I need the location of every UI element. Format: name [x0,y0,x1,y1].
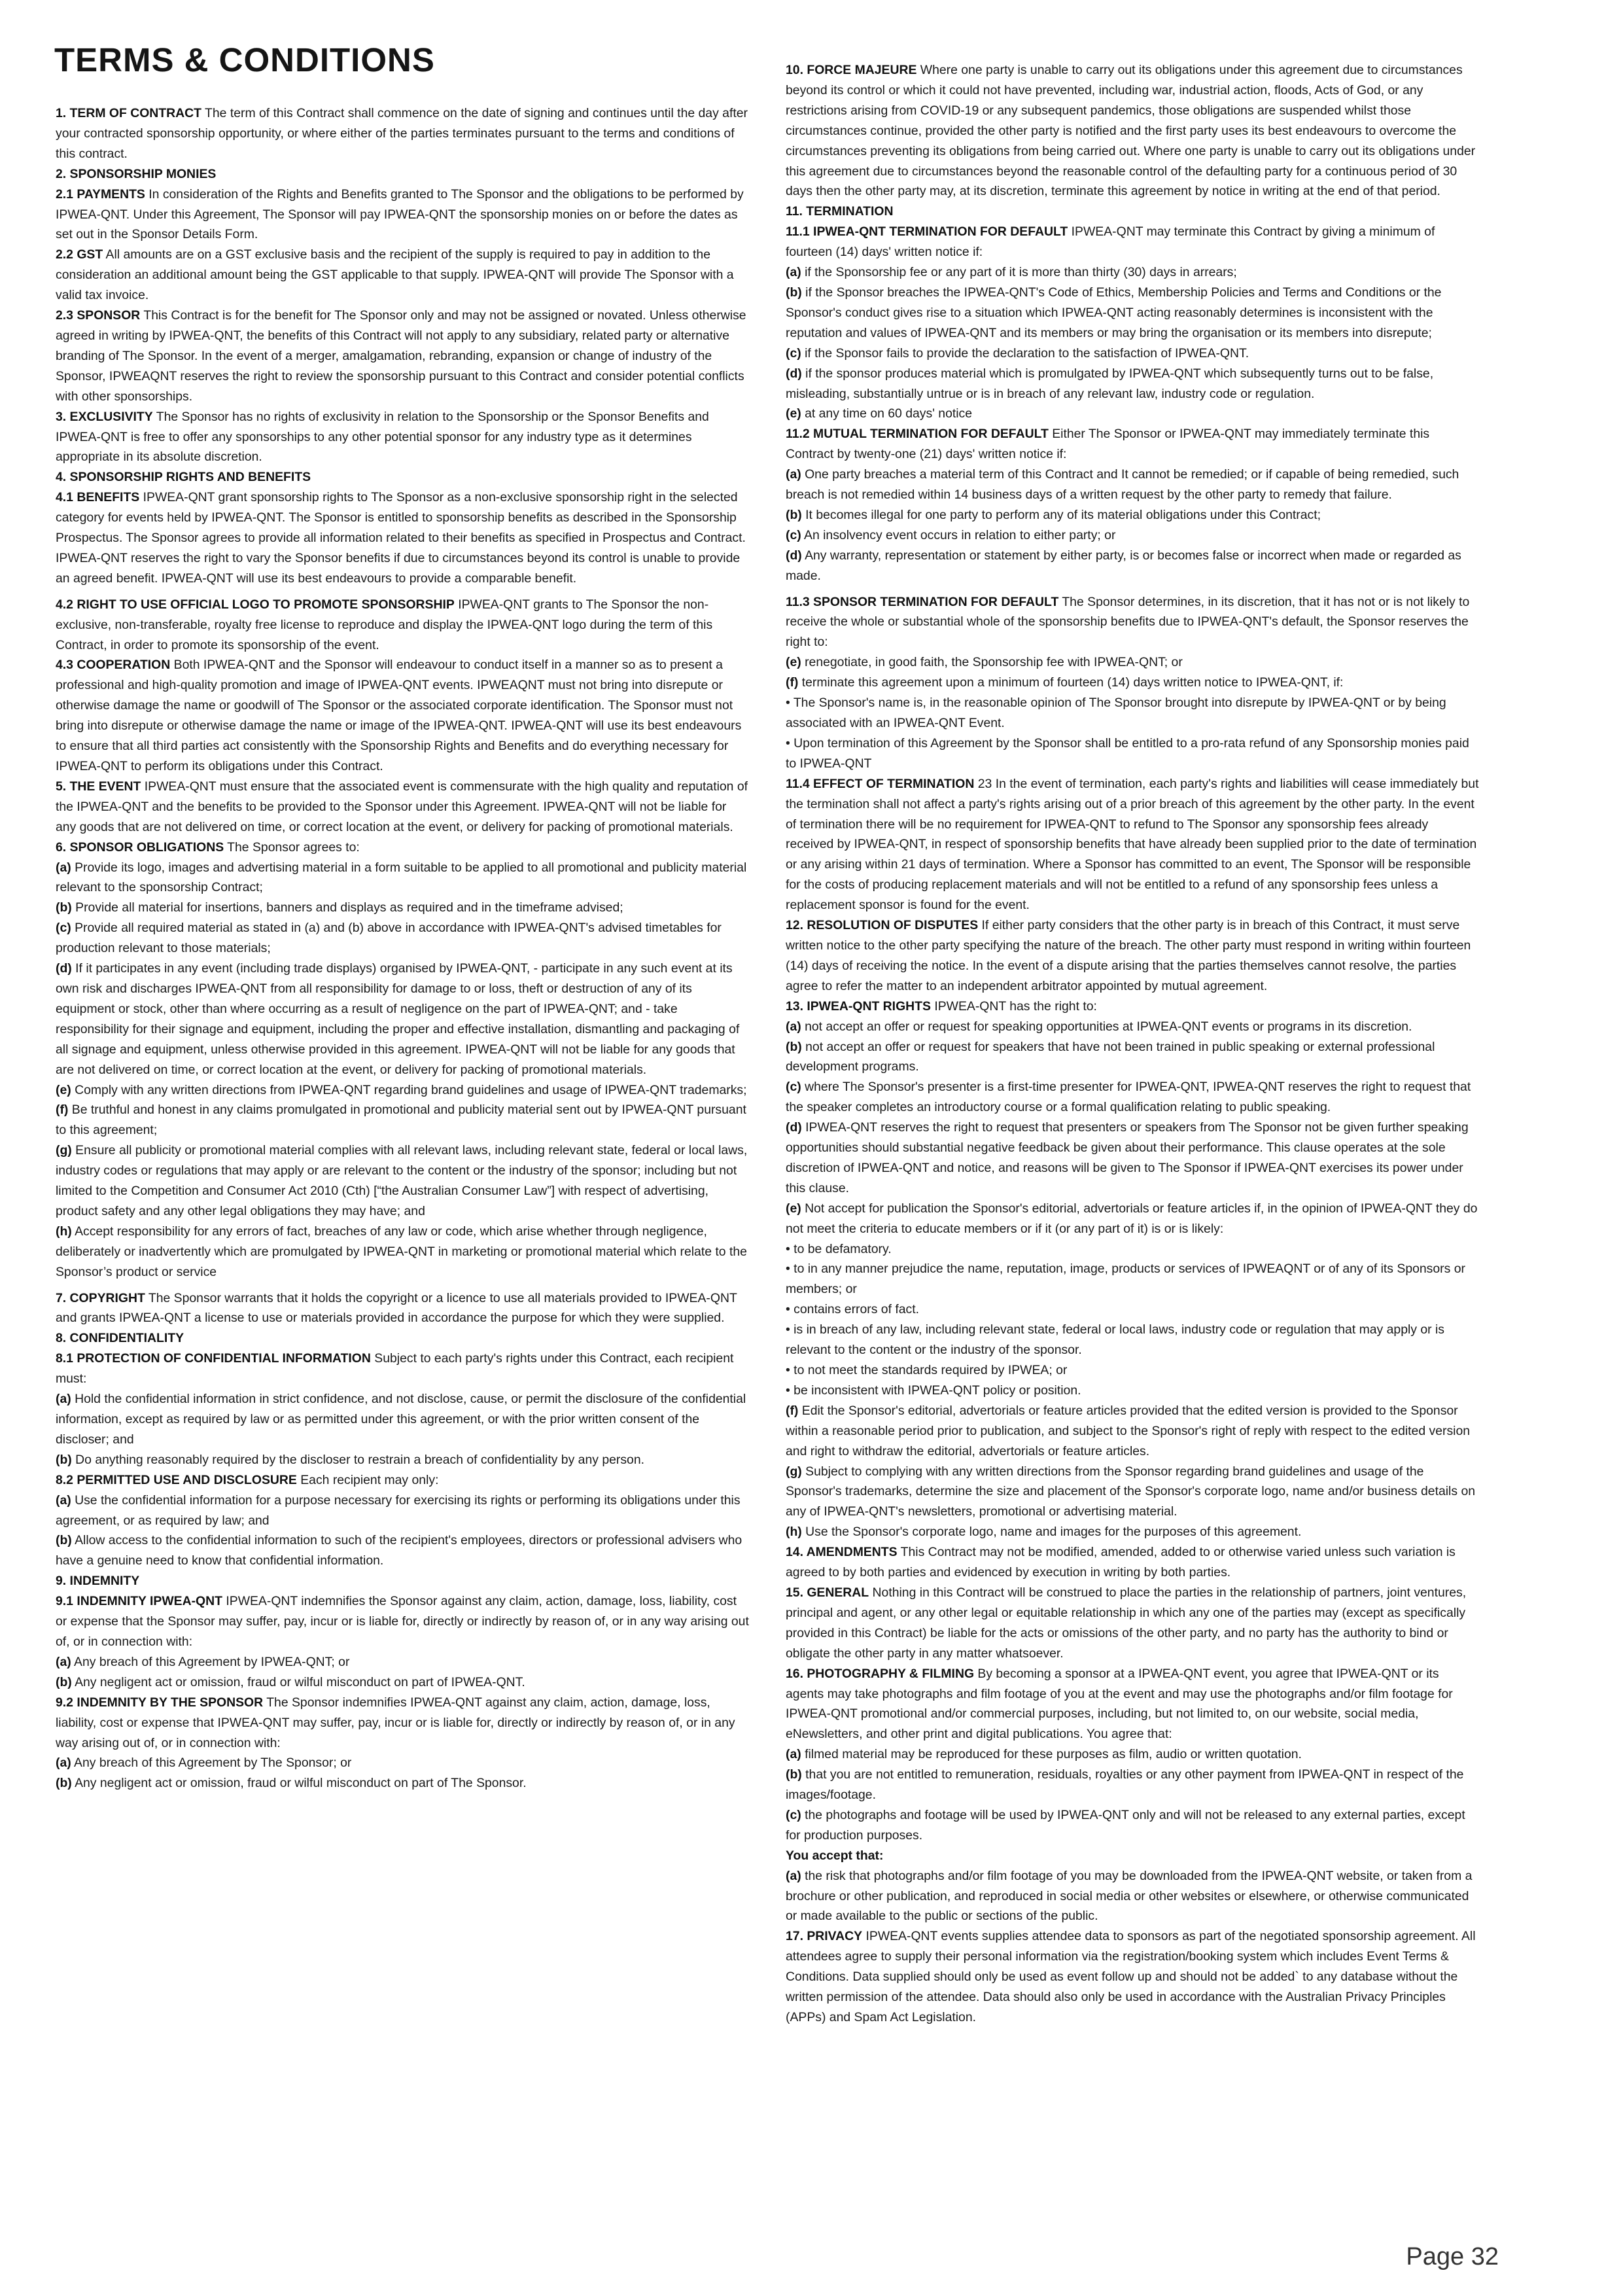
clause-text: Any negligent act or omission, fraud or wilful misconduct on part of The Sponsor. [71,1776,527,1791]
clause-paragraph [786,1259,1479,1299]
clause-paragraph [56,1288,749,1329]
clause-heading: (b) [786,285,802,300]
clause-paragraph [786,997,1479,1017]
clause-paragraph [786,693,1479,733]
clause-text: Any breach of this Agreement by IPWEA-QNT; or [71,1654,350,1669]
clause-paragraph [56,407,749,468]
clause-paragraph [786,1320,1479,1360]
clause-text: • contains errors of fact. [786,1302,920,1317]
clause-text: IPWEA-QNT events supplies attendee data to sponsors as part of the negotiated sponsorship agreement. All attendees agree to supply their personal information via the registration/booking system which includes Event Terms & Conditions. Data supplied should only be used as event follow up and should not be added` to any database without the written permission of the attendee. Data should also only be used in accordance with the Australian Privacy Principles (APPs) and Spam Act Legislation. [786,1929,1476,2024]
clause-text: Any breach of this Agreement by The Sponsor; or [71,1756,352,1771]
clause-paragraph [786,1017,1479,1037]
clause-text: filmed material may be reproduced for these purposes as film, audio or written quotation. [801,1747,1302,1762]
clause-heading: (e) [786,406,801,421]
clause-paragraph [786,592,1479,653]
clause-text: IPWEA-QNT has the right to: [930,998,1097,1014]
clause-heading: 11.3 SPONSOR TERMINATION FOR DEFAULT [786,594,1059,609]
clause-heading: You accept that: [786,1848,884,1863]
clause-heading: (h) [786,1525,802,1540]
clause-heading: (e) [786,1201,801,1216]
clause-paragraph [786,1744,1479,1765]
clause-text: Use the confidential information for a purpose necessary for exercising its rights or performing its obligations under this agreement, or as required by law; and [56,1492,741,1528]
clause-heading: (b) [56,1452,72,1467]
clause-text: Nothing in this Contract will be construed to place the parties in the relationship of partners, joint ventures, principal and agent, or any other legal or equitable relationship in which any one of the parties may (except as specifically provided in this Contract) be liable for the acts or omissions of the other party, and no party has the authority to bind or obligate the other party in any matter whatsoever. [786,1585,1467,1661]
clause-text: Accept responsibility for any errors of fact, breaches of any law or code, which arise whether through negligence, deliberately or inadvertently which are promulgated by IPWEA-QNT in marketing or promotional material which relate to the Sponsor’s product or service [56,1224,747,1279]
clause-heading: 2. SPONSORSHIP MONIES [56,166,217,181]
clause-paragraph [56,1652,749,1672]
clause-heading: (b) [786,1767,802,1782]
clause-paragraph [786,262,1479,283]
clause-paragraph [786,1542,1479,1583]
clause-heading: 13. IPWEA-QNT RIGHTS [786,998,931,1014]
clause-paragraph [786,1077,1479,1118]
clause-text: • to in any manner prejudice the name, reputation, image, products or services of IPWEAQNT or of any of its Sponsors or members; or [786,1262,1465,1297]
clause-heading: (a) [56,1392,71,1407]
clause-paragraph [786,283,1479,344]
clause-paragraph [56,467,749,487]
clause-text: IPWEA-QNT may terminate this Contract by giving a minimum of fourteen (14) days' written notice if: [786,224,1435,260]
clause-paragraph [56,1773,749,1793]
clause-text: • Upon termination of this Agreement by the Sponsor shall be entitled to a pro-rata refund of any Sponsorship monies paid to IPWEA-QNT [786,735,1469,771]
clause-text: Provide all required material as stated in (a) and (b) above in accordance with IPWEA-QNT's advised timetables for production relevant to those materials; [56,921,722,956]
clause-paragraph [56,918,749,959]
clause-heading: (a) [786,467,801,482]
clause-heading: (g) [56,1143,72,1158]
clause-heading: (a) [786,1868,801,1883]
clause-text: This Contract may not be modified, amended, added to or otherwise varied unless such variation is agreed to by both parties and evidenced by execution in writing by both parties. [786,1545,1456,1580]
clause-paragraph [786,1583,1479,1664]
clause-paragraph [786,652,1479,673]
clause-paragraph [56,898,749,918]
clause-paragraph [56,595,749,656]
clause-heading: (d) [786,548,802,563]
clause-paragraph [786,546,1479,586]
clause-text: not accept an offer or request for speakers that have not been trained in public speaking or external professional development programs. [786,1039,1435,1074]
clause-paragraph [56,1222,749,1282]
clause-paragraph [786,1765,1479,1805]
clause-paragraph [786,505,1479,525]
clause-heading: 11.1 IPWEA-QNT TERMINATION FOR DEFAULT [786,224,1068,239]
clause-heading: 14. AMENDMENTS [786,1545,898,1560]
clause-paragraph [786,1199,1479,1239]
clause-heading: 4.3 COOPERATION [56,658,171,673]
clause-text: In consideration of the Rights and Benefits granted to The Sponsor and the obligations to be performed by IPWEA-QNT. Under this Agreement, The Sponsor will pay IPWEA-QNT the sponsorship monies on or before the dates as set out in the Sponsor Details Form. [56,186,744,242]
clause-paragraph [56,1530,749,1571]
clause-text: Each recipient may only: [296,1472,439,1487]
clause-text: Where one party is unable to carry out its obligations under this agreement due to circumstances beyond its control or which it could not have prevented, including war, industrial action, floods, Acts of God, or any restrictions arising from COVID-19 or any subsequent pandemics, those obligations are suspended whilst those circumstances continue, provided the other party is notified and the first party uses its best endeavours to overcome the circumstances preventing its obligations from being carried out. Where one party is unable to carry out its obligations under this agreement due to circumstances beyond the reasonable control of the defaulting party for a continuous period of 30 days then the other party may, at its discretion, terminate this agreement by notice in writing at the end of that period. [786,63,1476,199]
clause-text: • is in breach of any law, including relevant state, federal or local laws, industry code or regulation that may apply or is relevant to the content or the industry of the sponsor. [786,1322,1445,1358]
clause-paragraph [786,1239,1479,1260]
clause-paragraph [56,1080,749,1101]
clause-heading: (d) [56,961,72,976]
clause-paragraph [56,858,749,898]
clause-text: terminate this agreement upon a minimum of fourteen (14) days written notice to IPWEA-QNT, if: [798,675,1344,690]
clause-heading: 1. TERM OF CONTRACT [56,106,201,120]
clause-paragraph [56,487,749,589]
clause-paragraph [786,404,1479,424]
clause-paragraph [56,959,749,1080]
clause-heading: (h) [56,1224,72,1239]
clause-paragraph [786,915,1479,997]
clause-text: An insolvency event occurs in relation to either party; or [801,527,1116,542]
clause-paragraph [56,777,749,838]
clause-paragraph [56,1140,749,1222]
clause-heading: (c) [786,1080,801,1095]
clause-heading: (b) [786,1039,802,1054]
clause-heading: 2.3 SPONSOR [56,308,141,323]
clause-paragraph [56,1450,749,1470]
clause-paragraph [786,1866,1479,1927]
clause-paragraph [786,1926,1479,2028]
clause-text: Comply with any written directions from IPWEA-QNT regarding brand guidelines and usage of IPWEA-QNT trademarks; [71,1082,747,1097]
clause-text: The term of this Contract shall commence on the date of signing and continues until the day after your contracted sponsorship opportunity, or where either of the parties terminates pursuant to the terms and conditions of this contract. [56,106,748,161]
clause-paragraph [56,1571,749,1591]
clause-heading: (b) [56,900,72,915]
clause-text: Ensure all publicity or promotional material complies with all relevant laws, including relevant state, federal or local laws, industry codes or regulations that may apply or are relevant to the content or the industry of the sponsor; including but not limited to the Competition and Consumer Act 2010 (Cth) [“the Australian Consumer Law”] with respect of advertising, product safety and any other legal obligations they may have; and [56,1143,748,1218]
clause-text: that you are not entitled to remuneration, residuals, royalties or any other payment from IPWEA-QNT in respect of the images/footage. [786,1767,1464,1803]
clause-paragraph [786,1381,1479,1401]
clause-text: The Sponsor agrees to: [224,839,360,855]
clause-heading: 9.1 INDEMNITY IPWEA-QNT [56,1594,222,1609]
clause-text: IPWEA-QNT grants to The Sponsor the non-exclusive, non-transferable, royalty free license to reproduce and display the IPWEA-QNT logo during the term of this Contract, in order to promote its sponsorship of the event. [56,597,713,652]
clause-paragraph [56,164,749,185]
clause-paragraph [56,1100,749,1140]
clause-heading: 7. COPYRIGHT [56,1290,145,1305]
clause-text: The Sponsor indemnifies IPWEA-QNT against any claim, action, damage, loss, liability, cost or expense that IPWEA-QNT may suffer, pay, incur or is liable for, directly or indirectly by reason of, or in any way arising out of, or in connection with: [56,1695,735,1750]
clause-text: • to not meet the standards required by IPWEA; or [786,1363,1068,1377]
clause-text: Either The Sponsor or IPWEA-QNT may immediately terminate this Contract by twenty-one (21) days' written notice if: [786,427,1430,462]
clause-text: Any warranty, representation or statement by either party, is or becomes false or incorrect when made or regarded as made. [786,548,1461,583]
clause-paragraph [786,1037,1479,1078]
clause-heading: 4.1 BENEFITS [56,490,140,505]
clause-heading: (c) [786,345,801,361]
clause-heading: 10. FORCE MAJEURE [786,63,917,77]
clause-heading: (a) [56,1756,71,1771]
clause-text: Not accept for publication the Sponsor's editorial, advertorials or feature articles if, in the opinion of IPWEA-QNT they do not meet the criteria to educate members or if it (or any part of it) is or is likely: [786,1201,1478,1236]
clause-paragraph [56,1389,749,1450]
clause-text: IPWEA-QNT indemnifies the Sponsor against any claim, action, damage, loss, liability, cost or expense that the Sponsor may suffer, pay, incur or is liable for, directly or indirectly by reason of, or in any way arising out of, or in connection with: [56,1594,749,1649]
clause-heading: 8.2 PERMITTED USE AND DISCLOSURE [56,1472,297,1487]
clause-paragraph [56,1753,749,1773]
clause-paragraph [786,424,1479,465]
clause-heading: 8.1 PROTECTION OF CONFIDENTIAL INFORMATION [56,1351,371,1366]
clause-paragraph [56,245,749,306]
clause-paragraph [786,1118,1479,1199]
clause-paragraph [786,1360,1479,1381]
clause-text: Do anything reasonably required by the discloser to restrain a breach of confidentiality by any person. [71,1452,644,1467]
clause-heading: 12. RESOLUTION OF DISPUTES [786,918,979,933]
clause-text: One party breaches a material term of this Contract and It cannot be remedied; or if capable of being remedied, such breach is not remedied within 14 business days of a written request by the other party to remedy that failure. [786,467,1459,503]
clause-paragraph [56,655,749,776]
clause-paragraph [786,1805,1479,1846]
clause-text: • to be defamatory. [786,1241,892,1256]
clause-heading: (c) [56,921,71,936]
clause-heading: 4.2 RIGHT TO USE OFFICIAL LOGO TO PROMOTE SPONSORSHIP [56,597,455,612]
clause-heading: (a) [786,1747,801,1762]
clause-paragraph [786,1522,1479,1542]
clause-text: If either party considers that the other party is in breach of this Contract, it must serve written notice to the other party specifying the nature of the breach. The other party must respond in writing within fourteen (14) days of receiving the notice. In the event of a dispute arising that the parties themselves cannot resolve, the parties agree to refer the matter to an independent arbitrator appointed by mutual agreement. [786,918,1471,993]
clause-text: The Sponsor determines, in its discretion, that it has not or is not likely to receive the whole or substantial whole of the sponsorship benefits due to IPWEA-QNT's default, the Sponsor reserves the right to: [786,594,1470,650]
clause-paragraph [786,364,1479,404]
clause-heading: (b) [56,1533,72,1548]
clause-paragraph [56,1591,749,1652]
clause-text: Subject to complying with any written directions from the Sponsor regarding brand guidelines and usage of the Sponsor's trademarks, determine the size and placement of the Sponsor's corporate logo, name and/or business details on any of IPWEA-QNT's newsletters, promotional or advertising material. [786,1464,1476,1519]
clause-text: It becomes illegal for one party to perform any of its material obligations under this Contract; [801,507,1321,522]
clause-text: Provide all material for insertions, banners and displays as required and in the timeframe advised; [71,900,623,915]
clause-heading: 17. PRIVACY [786,1929,863,1944]
clause-paragraph [56,306,749,407]
clause-text: The Sponsor warrants that it holds the copyright or a licence to use all materials provided to IPWEA-QNT and grants IPWEA-QNT a license to use or materials provided in accordance the purpose for which they were supplied. [56,1290,737,1326]
clause-text: the risk that photographs and/or film footage of you may be downloaded from the IPWEA-QNT website, or taken from a brochure or other publication, and reproduced in social media or other websites or elsewhere, or otherwise communicated or made available to the public or sections of the public. [786,1868,1473,1924]
clause-heading: (g) [786,1464,802,1479]
clause-paragraph [56,1470,749,1491]
clause-paragraph [786,733,1479,774]
clause-text: where The Sponsor's presenter is a first-time presenter for IPWEA-QNT, IPWEA-QNT reserves the right to request that the speaker completes an introductory course or a formal qualification relating to public speaking. [786,1080,1471,1115]
clause-heading: (a) [56,1492,71,1508]
clause-text: By becoming a sponsor at a IPWEA-QNT event, you agree that IPWEA-QNT or its agents may take photographs and film footage of you at the event and may use the photographs and/or film footage for IPWEA-QNT promotional and/or commercial purposes, including, but not limited to, on our website, social media, eNewsletters, and other print and digital publications. You agree that: [786,1666,1453,1742]
clause-paragraph [786,465,1479,505]
clause-text: Both IPWEA-QNT and the Sponsor will endeavour to conduct itself in a manner so as to present a professional and high-quality promotion and image of IPWEA-QNT events. IPWEAQNT must not bring into disrepute or otherwise damage the name or goodwill of The Sponsor or the associated corporate identification. The Sponsor must not bring into disrepute or otherwise damage the name or image of the IPWEA-QNT. IPWEA-QNT will use its best endeavours to ensure that all third parties act consistently with the Sponsorship Rights and Benefits and do everything necessary for IPWEA-QNT to perform its obligations under this Contract. [56,658,742,773]
clause-text: IPWEA-QNT must ensure that the associated event is commensurate with the high quality and reputation of the IPWEA-QNT and the benefits to be provided to the Sponsor under this Agreement. IPWEA-QNT will not be liable for any goods that are not delivered on time, or correct location at the event, or delivery for packing of promotional materials. [56,779,748,834]
clause-heading: (f) [786,675,799,690]
clause-paragraph [56,1328,749,1349]
clause-text: All amounts are on a GST exclusive basis and the recipient of the supply is required to pay in addition to the consideration an additional amount being the GST applicable to that supply. IPWEA-QNT will provide The Sponsor with a valid tax invoice. [56,247,734,303]
clause-paragraph [786,60,1479,202]
clause-heading: 2.1 PAYMENTS [56,186,145,202]
clause-text: Hold the confidential information in strict confidence, and not disclose, cause, or permit the disclosure of the confidential information, except as required by law or as permitted under this agreement, or with the prior written consent of the discloser; and [56,1392,746,1447]
clause-heading: (c) [786,1807,801,1822]
clause-heading: 11. TERMINATION [786,204,894,219]
right-column [786,60,1479,2028]
clause-paragraph [786,344,1479,364]
clause-heading: (d) [786,1120,802,1135]
clause-heading: (b) [786,507,802,522]
clause-paragraph [786,1846,1479,1866]
clause-heading: 11.2 MUTUAL TERMINATION FOR DEFAULT [786,427,1049,442]
clause-text: Subject to each party's rights under this Contract, each recipient must: [56,1351,734,1386]
clause-paragraph [56,1672,749,1693]
clause-text: the photographs and footage will be used by IPWEA-QNT only and will not be released to any external parties, except for production purposes. [786,1807,1465,1843]
clause-text: Edit the Sponsor's editorial, advertorials or feature articles provided that the edited version is provided to the Sponsor within a reasonable period prior to publication, and subject to the Sponsor's right of reply with respect to the edited version and right to withdraw the editorial, advertorials or feature articles. [786,1403,1471,1458]
clause-heading: (a) [56,860,71,875]
clause-heading: 5. THE EVENT [56,779,141,794]
page-number: Page 32 [1406,2243,1499,2270]
clause-paragraph [786,222,1479,262]
clause-heading: 9. INDEMNITY [56,1574,140,1589]
clause-paragraph [786,1462,1479,1523]
clause-paragraph [786,774,1479,915]
clause-heading: 15. GENERAL [786,1585,869,1600]
clause-text: If it participates in any event (including trade displays) organised by IPWEA-QNT, - participate in any such event at its own risk and discharges IPWEA-QNT from all responsibility for damage to or loss, theft or destruction of any of its equipment or stock, other than where occurring as a result of negligence on the part of IPWEA-QNT; and - take responsibility for their signage and equipment, including the proper and effective installation, dismantling and packaging of all signage and equipment, unless otherwise provided in this agreement. IPWEA-QNT will not be liable for any goods that are not delivered on time, or correct location at the event, or delivery for packing of promotional materials. [56,961,740,1077]
clause-heading: (c) [786,527,801,542]
clause-paragraph [56,1491,749,1531]
clause-paragraph [56,1349,749,1389]
clause-paragraph [786,673,1479,693]
clause-text: • The Sponsor's name is, in the reasonable opinion of The Sponsor brought into disrepute by IPWEA-QNT or by being associated with an IPWEA-QNT Event. [786,696,1446,730]
clause-text: IPWEA-QNT grant sponsorship rights to The Sponsor as a non-exclusive sponsorship right in the selected category for events held by IPWEA-QNT. The Sponsor is entitled to sponsorship benefits as described in the Sponsorship Prospectus. The Sponsor agrees to provide all information related to their benefits as specified in Prospectus and Contract. IPWEA-QNT reserves the right to vary the Sponsor benefits if due to circumstances beyond its control is unable to provide an agreed benefit. IPWEA-QNT will use its best endeavours to provide a comparable benefit. [56,490,746,586]
clause-text: The Sponsor has no rights of exclusivity in relation to the Sponsorship or the Sponsor Benefits and IPWEA-QNT is free to offer any sponsorships to any other potential sponsor for any industry type as it determines appropriate in its absolute discretion. [56,409,709,465]
clause-paragraph [786,1299,1479,1320]
clause-heading: (f) [786,1403,799,1418]
clause-heading: 6. SPONSOR OBLIGATIONS [56,839,224,855]
clause-paragraph [786,525,1479,546]
clause-paragraph [56,103,749,164]
clause-text: not accept an offer or request for speaking opportunities at IPWEA-QNT events or programs in its discretion. [801,1019,1412,1034]
clause-heading: (e) [786,655,801,670]
clause-text: Use the Sponsor's corporate logo, name and images for the purposes of this agreement. [801,1525,1302,1540]
clause-text: if the Sponsor fails to provide the declaration to the satisfaction of IPWEA-QNT. [801,345,1249,361]
clause-paragraph [56,838,749,858]
clause-text: if the sponsor produces material which is promulgated by IPWEA-QNT which subsequently turns out to be false, misleading, substantially untrue or is in breach of any relevant law, industry code or regulation. [786,366,1434,401]
clause-paragraph [786,1401,1479,1462]
clause-text: if the Sponsorship fee or any part of it is more than thirty (30) days in arrears; [801,265,1237,280]
clause-heading: (b) [56,1674,72,1689]
clause-heading: (b) [56,1776,72,1791]
clause-heading: (d) [786,366,802,381]
clause-paragraph [786,1664,1479,1745]
clause-text: 23 In the event of termination, each party's rights and liabilities will cease immediately but the termination shall not affect a party's rights arising out of a prior breach of this agreement by the other party. In the event of termination there will be no requirement for IPWEA-QNT to refund to The Sponsor any sponsorship fees already received by IPWEA-QNT, in respect of sponsorship benefits that have already been supplied prior to the date of termination or any arising within 21 days of termination. Where a Sponsor has committed to an event, The Sponsor will be responsible for the costs of producing replacement materials and will not be entitled to a refund of any sponsorship fees unless a replacement sponsor is found for the event. [786,776,1479,913]
clause-heading: (f) [56,1103,69,1118]
clause-text: Allow access to the confidential information to such of the recipient's employees, directors or professional advisers who have a genuine need to know that confidential information. [56,1533,742,1568]
clause-heading: (a) [786,1019,801,1034]
page-title: TERMS & CONDITIONS [54,41,435,79]
clause-heading: (e) [56,1082,71,1097]
clause-heading: 16. PHOTOGRAPHY & FILMING [786,1666,975,1681]
clause-text: IPWEA-QNT reserves the right to request that presenters or speakers from The Sponsor not be given further speaking opportunities should substantial negative feedback be given about their performance. This clause operates at the sole discretion of IPWEA-QNT and notice, and reasons will be given to The Sponsor if IPWEA-QNT exercises its power under this clause. [786,1120,1469,1195]
clause-text: at any time on 60 days' notice [801,406,973,421]
clause-paragraph [56,1693,749,1754]
clause-text: renegotiate, in good faith, the Sponsorship fee with IPWEA-QNT; or [801,655,1183,670]
clause-text: Be truthful and honest in any claims promulgated in promotional and publicity material sent out by IPWEA-QNT pursuant to this agreement; [56,1103,746,1138]
clause-text: Provide its logo, images and advertising material in a form suitable to be applied to all promotional and publicity material relevant to the sponsorship Contract; [56,860,747,895]
clause-paragraph [56,185,749,245]
clause-heading: 11.4 EFFECT OF TERMINATION [786,776,975,791]
clause-text: • be inconsistent with IPWEA-QNT policy or position. [786,1383,1081,1398]
clause-text: This Contract is for the benefit for The Sponsor only and may not be assigned or novated. Unless otherwise agreed in writing by IPWEA-QNT, the benefits of this Contract will not apply to any subsidiary, related party or alternative branding of The Sponsor. In the event of a merger, amalgamation, rebranding, expansion or change of industry of the Sponsor, IPWEAQNT reserves the right to review the sponsorship pursuant to this Contract and consider potential conflicts with other sponsorships. [56,308,746,404]
clause-heading: 4. SPONSORSHIP RIGHTS AND BENEFITS [56,470,311,485]
clause-heading: 9.2 INDEMNITY BY THE SPONSOR [56,1695,264,1710]
clause-heading: 2.2 GST [56,247,103,262]
clause-heading: 3. EXCLUSIVITY [56,409,153,424]
left-column [56,103,749,1793]
clause-heading: 8. CONFIDENTIALITY [56,1331,184,1346]
clause-paragraph [786,202,1479,222]
clause-text: Any negligent act or omission, fraud or wilful misconduct on part of IPWEA-QNT. [71,1674,525,1689]
clause-text: if the Sponsor breaches the IPWEA-QNT's Code of Ethics, Membership Policies and Terms and Conditions or the Sponsor's conduct gives rise to a situation which IPWEA-QNT acting reasonably determines is inconsistent with the reputation and values of IPWEA-QNT and its members or may bring the organisation or its members into disrepute; [786,285,1442,340]
clause-heading: (a) [786,265,801,280]
clause-heading: (a) [56,1654,71,1669]
